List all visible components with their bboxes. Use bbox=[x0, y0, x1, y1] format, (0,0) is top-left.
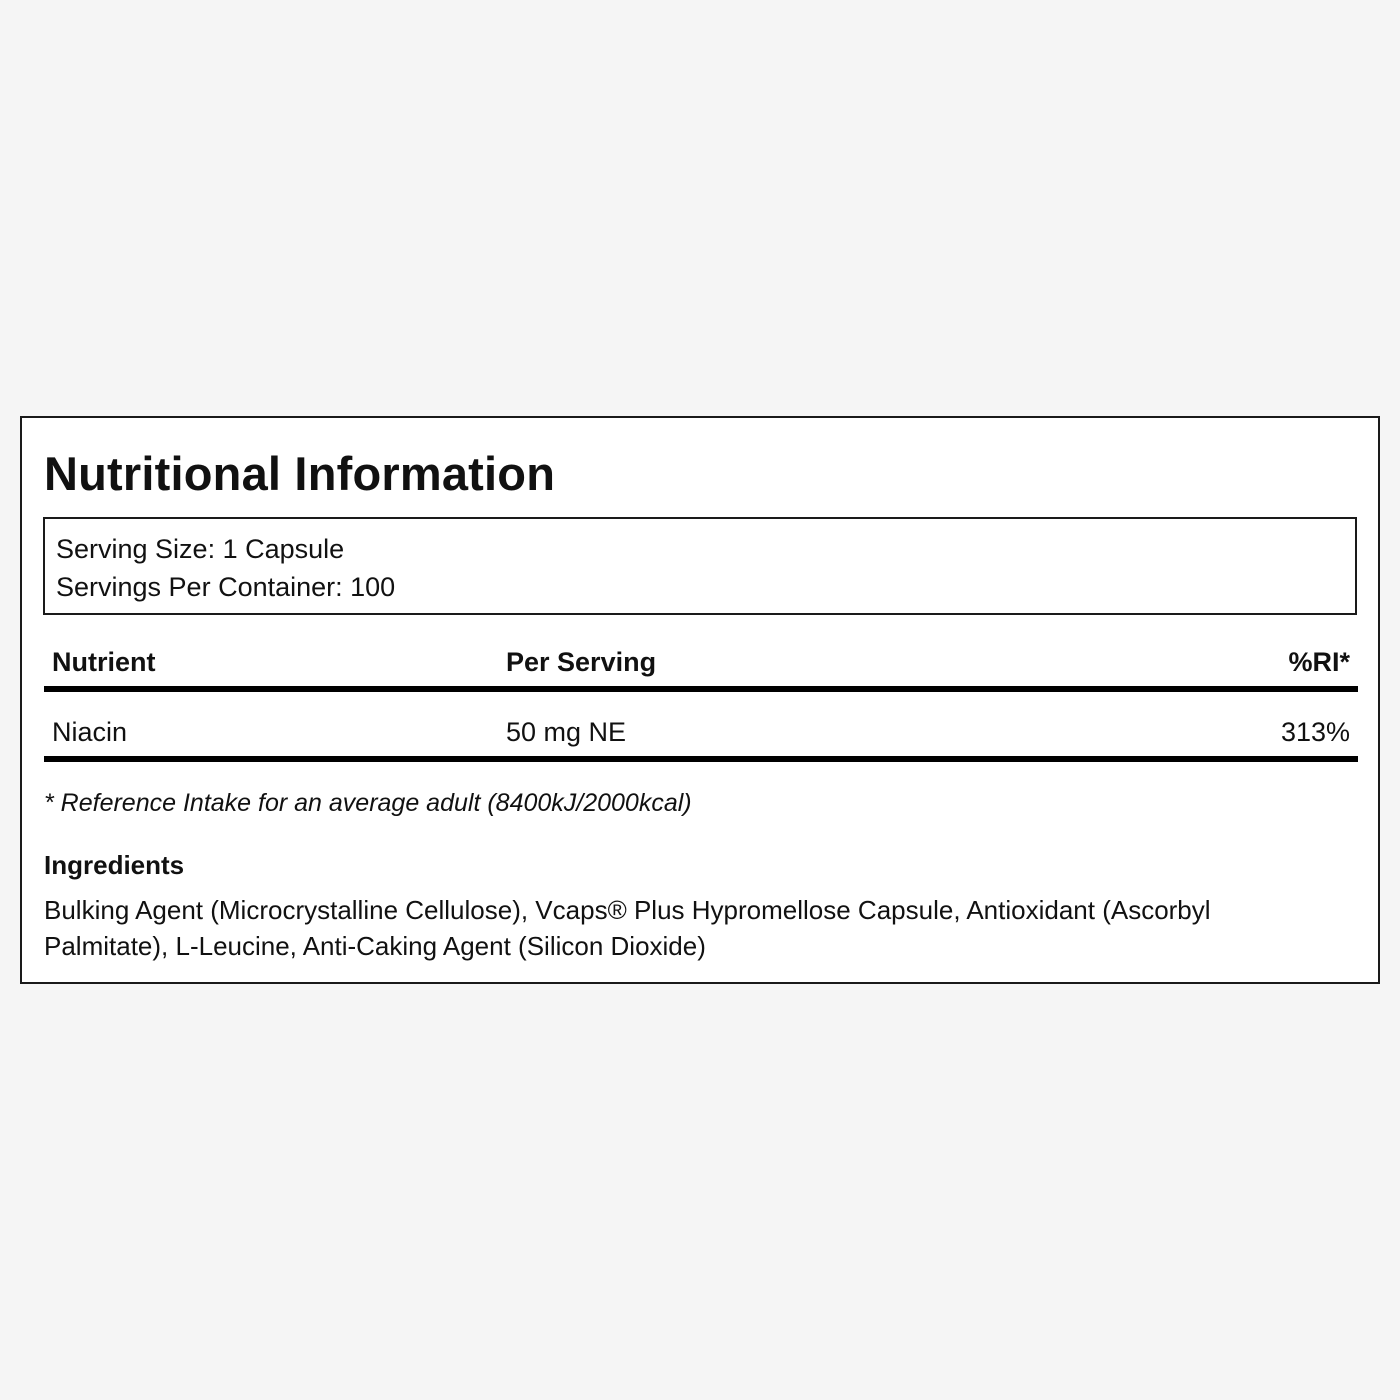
nutrient-ri: 313% bbox=[1280, 717, 1350, 747]
header-ri: %RI* bbox=[1288, 647, 1350, 677]
table-row bbox=[44, 712, 1358, 752]
ingredients-heading: Ingredients bbox=[44, 850, 185, 880]
row-divider bbox=[44, 756, 1358, 762]
ingredients-list: Bulking Agent (Microcrystalline Cellulose), Vcaps® Plus Hypromellose Capsule, Antioxidant (Ascorbyl Palmitate), L-Leucine, Anti-Caking Agent (Silicon Dioxide) bbox=[44, 895, 1211, 961]
table-header-row bbox=[44, 642, 1358, 682]
reference-intake-footnote: * Reference Intake for an average adult (8400kJ/2000kcal) bbox=[44, 789, 692, 817]
serving-size: Serving Size: 1 Capsule bbox=[56, 534, 345, 564]
header-per-serving: Per Serving bbox=[506, 647, 657, 677]
serving-info-box bbox=[43, 517, 1357, 615]
header-divider bbox=[44, 686, 1358, 692]
servings-per-container: Servings Per Container: 100 bbox=[56, 572, 396, 602]
nutrient-amount: 50 mg NE bbox=[506, 717, 627, 747]
panel-title: Nutritional Information bbox=[44, 447, 556, 500]
nutrition-panel bbox=[20, 416, 1380, 984]
header-nutrient: Nutrient bbox=[52, 647, 156, 677]
nutrient-name: Niacin bbox=[52, 717, 128, 747]
